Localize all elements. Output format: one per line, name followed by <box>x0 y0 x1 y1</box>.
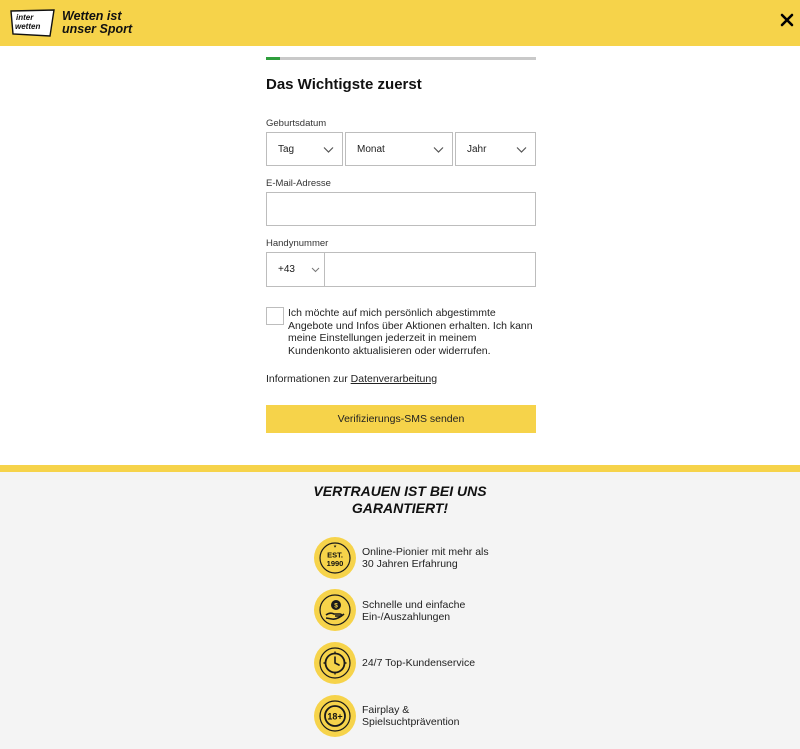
hand-coin-icon <box>314 589 356 631</box>
trust-title <box>0 483 800 517</box>
trust-feature-experience <box>314 537 564 581</box>
chevron-down-icon <box>433 144 444 155</box>
close-icon <box>780 13 794 27</box>
day-select[interactable] <box>266 132 343 166</box>
phone-label: Handynummer <box>266 238 329 249</box>
trust-feature-text <box>362 704 459 728</box>
phone-field-group <box>266 252 536 287</box>
day-select-value: Tag <box>278 144 295 155</box>
svg-text:1990: 1990 <box>326 559 344 568</box>
est-1990-icon <box>314 537 356 579</box>
progress-bar-fill <box>266 57 280 60</box>
country-code-select[interactable] <box>267 253 325 286</box>
trust-feature-text <box>362 657 475 669</box>
progress-bar <box>266 57 536 60</box>
close-button[interactable] <box>780 13 800 33</box>
email-field[interactable] <box>266 192 536 226</box>
interwetten-logo[interactable] <box>10 9 55 37</box>
trust-feature-line-2: Ein-/Auszahlungen <box>362 611 451 623</box>
phone-number-input[interactable] <box>325 253 535 286</box>
svg-text:$: $ <box>334 602 338 610</box>
trust-feature-line-1: Schnelle und einfache <box>362 599 466 611</box>
chevron-down-icon <box>516 144 527 155</box>
top-bar <box>0 0 800 46</box>
country-code-value: +43 <box>278 264 295 275</box>
trust-feature-line-1: Fairplay & <box>362 704 410 716</box>
logo-text-wetten: wetten <box>15 22 41 31</box>
trust-feature-line-1: 24/7 Top-Kundenservice <box>362 657 476 669</box>
trust-feature-support <box>314 642 564 686</box>
svg-text:18+: 18+ <box>327 711 343 722</box>
birthdate-label: Geburtsdatum <box>266 118 327 129</box>
section-divider <box>0 465 800 472</box>
chevron-down-icon <box>323 144 334 155</box>
year-select[interactable] <box>455 132 536 166</box>
slogan <box>62 10 132 36</box>
logo-text-inter: inter <box>16 13 34 22</box>
slogan-line-1: Wetten ist <box>62 9 122 23</box>
trust-feature-line-2: 30 Jahren Erfahrung <box>362 558 458 570</box>
trust-feature-fairplay <box>314 695 564 739</box>
trust-feature-text <box>362 546 489 570</box>
trust-feature-text <box>362 599 465 623</box>
email-label: E-Mail-Adresse <box>266 178 331 189</box>
trust-feature-payments <box>314 589 564 633</box>
trust-title-line-2: GARANTIERT! <box>351 500 449 516</box>
send-sms-button[interactable]: Verifizierungs-SMS senden <box>266 405 536 433</box>
chevron-down-icon <box>311 265 320 274</box>
slogan-line-2: unser Sport <box>62 22 133 36</box>
svg-text:EST.: EST. <box>327 550 343 560</box>
marketing-consent-text: Ich möchte auf mich persönlich abgestimmte Angebote und Infos über Aktionen erhalten. Ich kann meine Einstellungen jederzeit in meinem Kundenkonto aktualisieren oder widerrufen. <box>288 307 533 357</box>
data-processing-info <box>266 373 437 385</box>
svg-text:★: ★ <box>333 543 337 549</box>
trust-feature-line-1: Online-Pionier mit mehr als <box>362 546 489 558</box>
trust-title-line-1: VERTRAUEN IST BEI UNS <box>313 483 487 499</box>
month-select[interactable] <box>345 132 453 166</box>
marketing-consent-checkbox[interactable] <box>266 307 284 325</box>
form-title: Das Wichtigste zuerst <box>266 76 422 93</box>
data-processing-prefix: Informationen zur <box>266 373 348 385</box>
month-select-value: Monat <box>357 144 385 155</box>
age-18-plus-icon <box>314 695 356 737</box>
clock-24-icon <box>314 642 356 684</box>
year-select-value: Jahr <box>467 144 487 155</box>
data-processing-link[interactable]: Datenverarbeitung <box>350 373 438 385</box>
trust-feature-line-2: Spielsuchtprävention <box>362 716 460 728</box>
